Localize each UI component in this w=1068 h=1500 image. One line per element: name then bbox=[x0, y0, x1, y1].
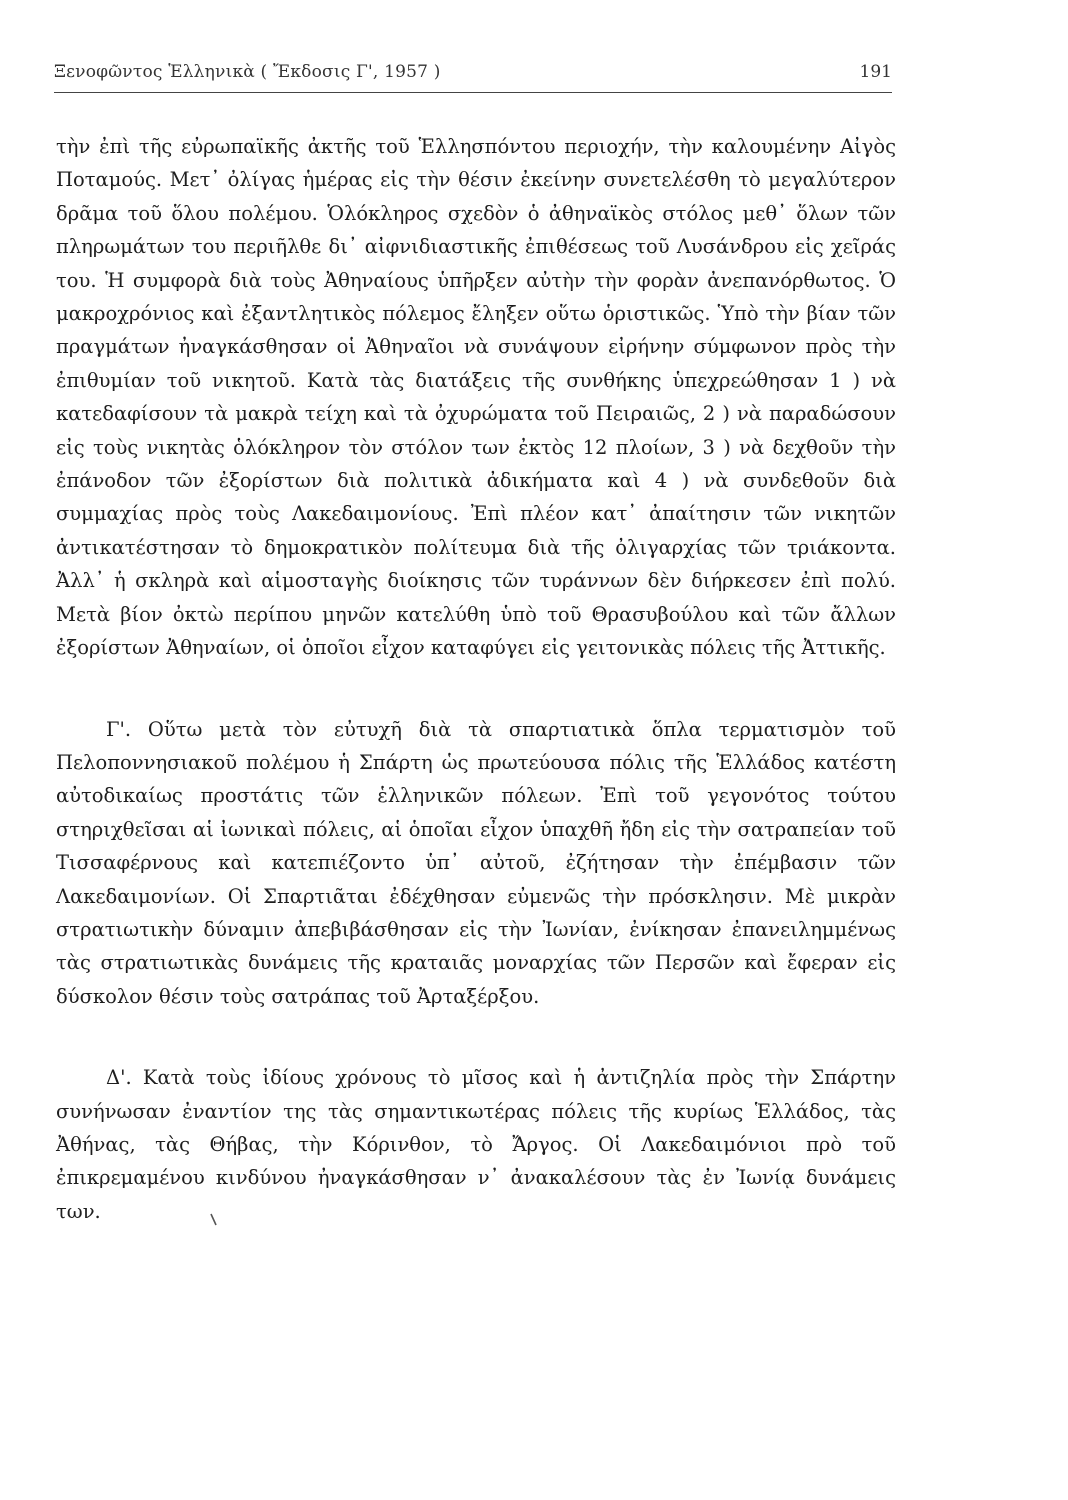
paragraph-text: τὴν ἐπὶ τῆς εὐρωπαϊκῆς ἀκτῆς τοῦ Ἑλλησπόντου περιοχήν, τὴν καλουμένην Αἰγὸς Ποταμούς. Μετ᾽ ὀλίγας ἡμέρας εἰς τὴν θέσιν ἐκείνην συνετελέσθη τὸ μεγαλύτερον δρᾶμα τοῦ ὅλου πολέμου. Ὁλόκληρος σχεδὸν ὁ ἀθηναϊκὸς στόλος μεθ᾽ ὅλων τῶν πληρωμάτων του περιῆλθε δι᾽ αἰφνιδιαστικῆς ἐπιθέσεως τοῦ Λυσάνδρου εἰς χεῖράς του. Ἡ συμφορὰ διὰ τοὺς Ἀθηναίους ὑπῆρξεν αὐτὴν τὴν φορὰν ἀνεπανόρθωτος. Ὁ μακροχρόνιος καὶ ἐξαντλητικὸς πόλεμος ἔληξεν οὕτω ὁριστικῶς. Ὑπὸ τὴν βίαν τῶν πραγμάτων ἠναγκάσθησαν οἱ Ἀθηναῖοι νὰ συνάψουν εἰρήνην σύμφωνον πρὸς τὴν ἐπιθυμίαν τοῦ νικητοῦ. Κατὰ τὰς διατάξεις τῆς συνθήκης ὑπεχρεώθησαν 1 ) νὰ κατεδαφίσουν τὰ μακρὰ τείχη καὶ τὰ ὀχυρώματα τοῦ Πειραιῶς, 2 ) νὰ παραδώσουν εἰς τοὺς νικητὰς ὁλόκληρον τὸν στόλον των ἐκτὸς 12 πλοίων, 3 ) νὰ δεχθοῦν τὴν ἐπάνοδον τῶν ἐξορίστων διὰ πολιτικὰ ἀδικήματα καὶ 4 ) νὰ συνδεθοῦν διὰ συμμαχίας πρὸς τοὺς Λακεδαιμονίους. Ἐπὶ πλέον κατ᾽ ἀπαίτησιν τῶν νικητῶν ἀντικατέστησαν τὸ δημοκρατικὸν πολίτευμα διὰ τῆς ὀλιγαρχίας τῶν τριάκοντα. Ἀλλ᾽ ἡ σκληρὰ καὶ αἱμοσταγὴς διοίκησις τῶν τυράννων δὲν διήρκεσεν ἐπὶ πολύ. Μετὰ βίον ὀκτὼ περίπου μηνῶν κατελύθη ὑπὸ τοῦ Θρασυβούλου καὶ τῶν ἄλλων ἐξορίστων Ἀθηναίων, οἱ ὁποῖοι εἶχον καταφύγει εἰς γειτονικὰς πόλεις τῆς Ἀττικῆς. bbox=[56, 135, 896, 660]
paragraph-text: Δ'. Κατὰ τοὺς ἰδίους χρόνους τὸ μῖσος καὶ ἡ ἀντιζηλία πρὸς τὴν Σπάρτην συνήνωσαν ἐναντίον της τὰς σημαντικωτέρας πόλεις τῆς κυρίως Ἑλλάδος, τὰς Ἀθήνας, τὰς Θήβας, τὴν Κόρινθον, τὸ Ἄργος. Οἱ Λακεδαιμόνιοι πρὸ τοῦ ἐπικρεμαμένου κινδύνου ἠναγκάσθησαν ν᾽ ἀνακαλέσουν τὰς ἐν Ἰωνίᾳ δυνάμεις των. bbox=[56, 1066, 896, 1223]
paragraph-delta bbox=[56, 1061, 896, 1228]
page-number: 191 bbox=[859, 62, 892, 82]
body-text bbox=[56, 130, 896, 1228]
paragraph-continuation bbox=[56, 130, 896, 665]
paragraph-gamma bbox=[56, 713, 896, 1014]
running-header bbox=[54, 60, 892, 93]
paragraph-text: Γ'. Οὕτω μετὰ τὸν εὐτυχῆ διὰ τὰ σπαρτιατικὰ ὅπλα τερματισμὸν τοῦ Πελοποννησιακοῦ πολέμου ἡ Σπάρτη ὡς πρωτεύουσα πόλις τῆς Ἑλλάδος κατέστη αὐτοδικαίως προστάτις τῶν ἑλληνικῶν πόλεων. Ἐπὶ τοῦ γεγονότος τούτου στηριχθεῖσαι αἱ ἰωνικαὶ πόλεις, αἱ ὁποῖαι εἶχον ὑπαχθῆ ἤδη εἰς τὴν σατραπείαν τοῦ Τισσαφέρνους καὶ κατεπιέζοντο ὑπ᾽ αὐτοῦ, ἐζήτησαν τὴν ἐπέμβασιν τῶν Λακεδαιμονίων. Οἱ Σπαρτιᾶται ἐδέχθησαν εὐμενῶς τὴν πρόσκλησιν. Μὲ μικρὰν στρατιωτικὴν δύναμιν ἀπεβιβάσθησαν εἰς τὴν Ἰωνίαν, ἐνίκησαν ἐπανειλημμένως τὰς στρατιωτικὰς δυνάμεις τῆς κραταιᾶς μοναρχίας τῶν Περσῶν καὶ ἔφεραν εἰς δύσκολον θέσιν τοὺς σατράπας τοῦ Ἀρταξέρξου. bbox=[56, 717, 896, 1008]
header-title: Ξενοφῶντος Ἑλληνικὰ ( Ἔκδοσις Γ', 1957 ) bbox=[54, 62, 441, 82]
stray-ink-mark-icon bbox=[210, 1213, 218, 1227]
